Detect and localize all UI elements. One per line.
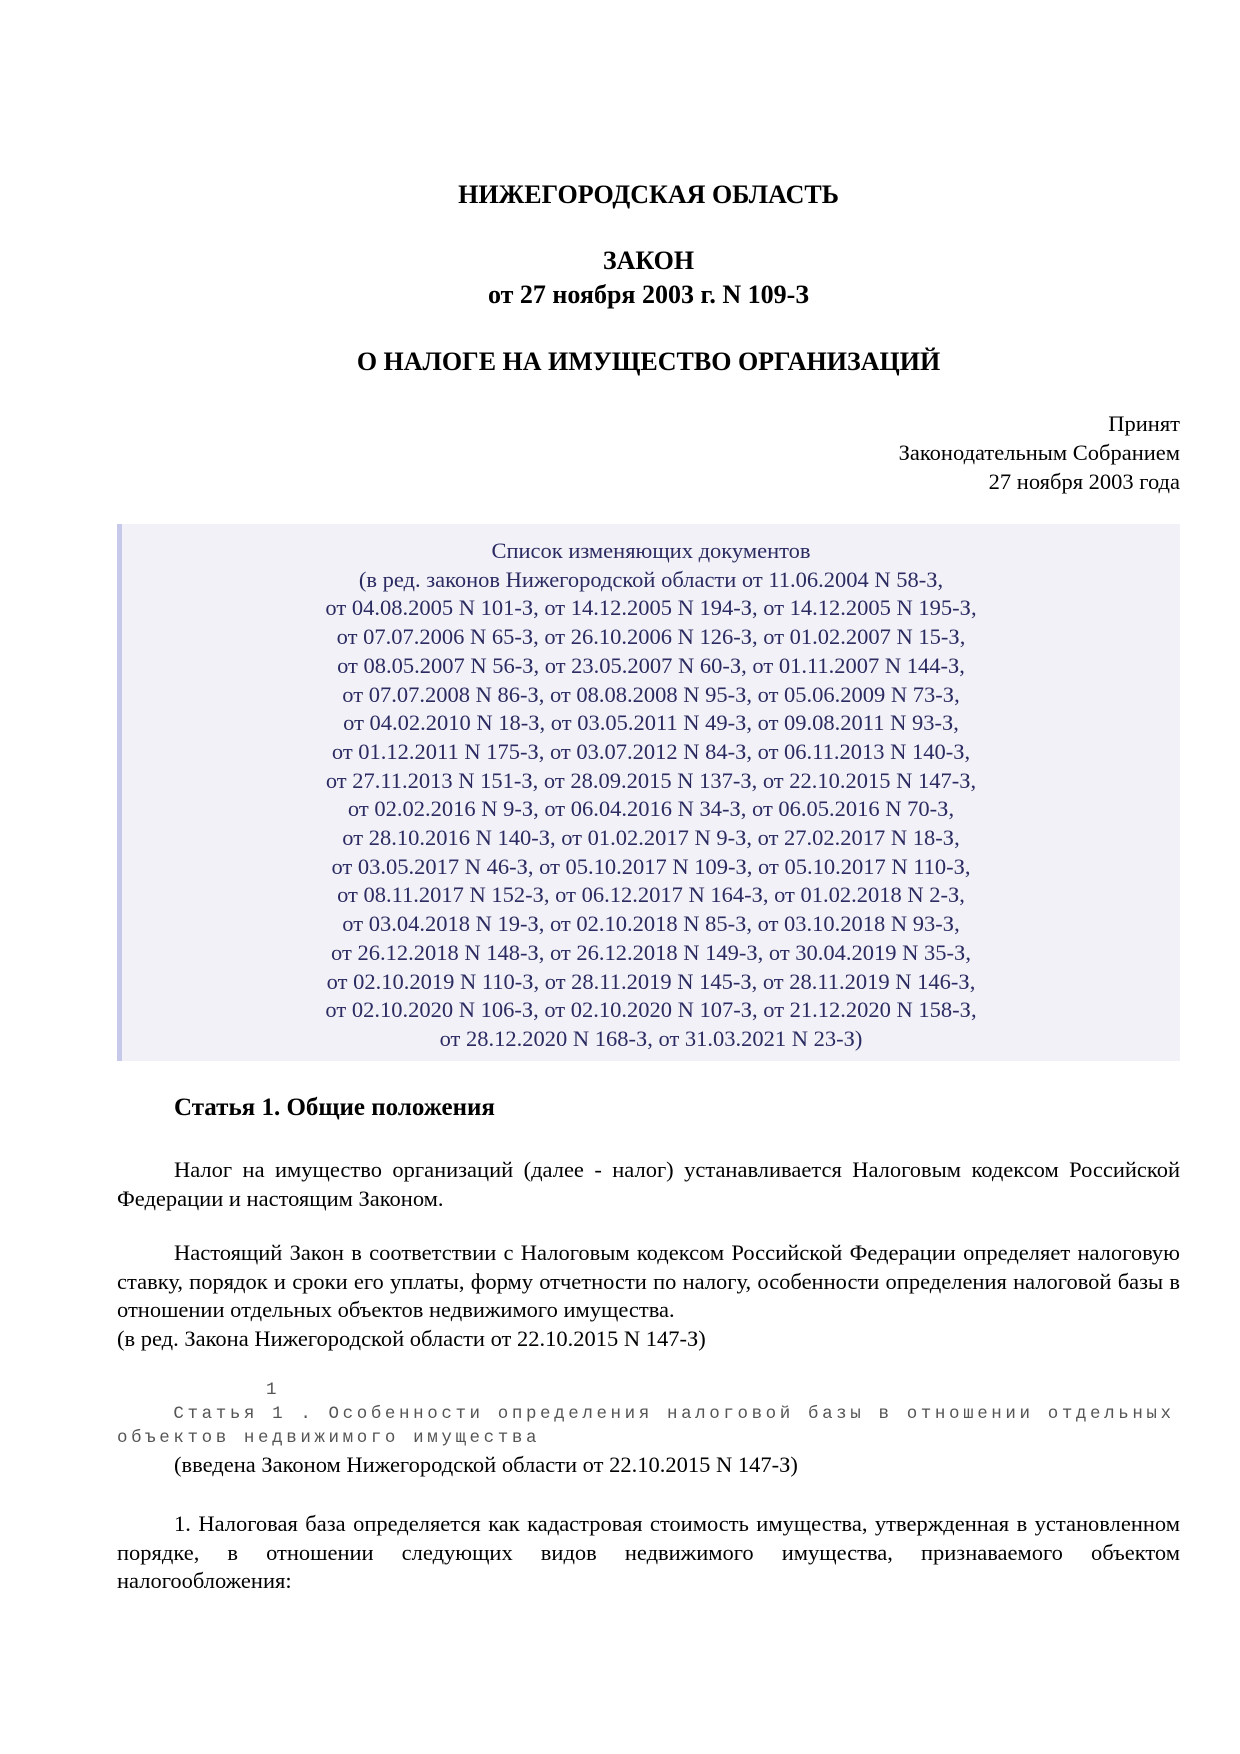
adoption-block [899, 409, 1180, 496]
amendments-title: Список изменяющих документов [491, 538, 811, 563]
amendment-line: от 04.02.2010 N 18-З, от 03.05.2011 N 49-З, от 09.08.2011 N 93-З, [343, 710, 959, 736]
amendment-line: от 28.10.2016 N 140-З, от 01.02.2017 N 9-З, от 27.02.2017 N 18-З, [342, 825, 960, 851]
region-heading: НИЖЕГОРОДСКАЯ ОБЛАСТЬ [458, 180, 839, 209]
amendment-line: от 02.10.2019 N 110-З, от 28.11.2019 N 145-З, от 28.11.2019 N 146-З, [326, 968, 976, 994]
amendment-line: от 08.11.2017 N 152-З, от 06.12.2017 N 164-З, от 01.02.2018 N 2-З, [337, 882, 965, 908]
superscript-number: 1 [266, 1380, 281, 1400]
amendment-line: от 02.02.2016 N 9-З, от 06.04.2016 N 34-З, от 06.05.2016 N 70-З, [347, 796, 955, 822]
amendments-box [117, 524, 1180, 1061]
amendment-note: (в ред. Закона Нижегородской области от 22.10.2015 N 147-З) [117, 1326, 706, 1351]
amendment-line: от 26.12.2018 N 148-З, от 26.12.2018 N 149-З, от 30.04.2019 N 35-З, [331, 939, 971, 965]
article-1-paragraph: Настоящий Закон в соответствии с Налоговым кодексом Российской Федерации определяет налоговую ставку, порядок и сроки его уплаты, форму отчетности по налогу, особенности определения налоговой базы в отношении отдельных объектов недвижимого имущества. [117, 1240, 1180, 1322]
amendment-line: от 02.10.2020 N 106-З, от 02.10.2020 N 107-З, от 21.12.2020 N 158-З, [325, 997, 977, 1023]
article-1-1-heading: Статья 1 . Особенности определения налоговой базы в отношении отдельных [117, 1404, 1175, 1424]
amendment-line: от 03.05.2017 N 46-З, от 05.10.2017 N 109-З, от 05.10.2017 N 110-З, [331, 853, 971, 879]
doc-type-heading: ЗАКОН [602, 246, 695, 275]
introduction-note: (введена Законом Нижегородской области от 22.10.2015 N 147-З) [174, 1452, 798, 1477]
amendment-line: от 03.04.2018 N 19-З, от 02.10.2018 N 85-З, от 03.10.2018 N 93-З, [342, 911, 960, 937]
amendment-line: от 07.07.2008 N 86-З, от 08.08.2008 N 95-З, от 05.06.2009 N 73-З, [342, 681, 960, 707]
amendment-line: от 27.11.2013 N 151-З, от 28.09.2015 N 137-З, от 22.10.2015 N 147-З, [325, 767, 977, 793]
amendment-line: (в ред. законов Нижегородской области от 11.06.2004 N 58-З, [358, 566, 944, 592]
amendment-line: от 07.07.2006 N 65-З, от 26.10.2006 N 126-З, от 01.02.2007 N 15-З, [336, 624, 966, 650]
article-1-heading: Статья 1. Общие положения [174, 1094, 495, 1121]
article-1-paragraph: Налог на имущество организаций (далее - налог) устанавливается Налоговым кодексом Российской Федерации и настоящим Законом. [117, 1157, 1180, 1211]
amendment-line: от 04.08.2005 N 101-З, от 14.12.2005 N 194-З, от 14.12.2005 N 195-З, [325, 595, 977, 621]
amendments-list [122, 537, 1180, 1054]
adoption-line: 27 ноября 2003 года [988, 469, 1180, 494]
amendment-line: от 08.05.2007 N 56-З, от 23.05.2007 N 60-З, от 01.11.2007 N 144-З, [337, 652, 965, 678]
amendment-line: от 28.12.2020 N 168-З, от 31.03.2021 N 23-З) [439, 1025, 863, 1051]
law-title: О НАЛОГЕ НА ИМУЩЕСТВО ОРГАНИЗАЦИЙ [356, 347, 941, 376]
amendment-line: от 01.12.2011 N 175-З, от 03.07.2012 N 84-З, от 06.11.2013 N 140-З, [331, 738, 971, 764]
article-1-1-paragraph: 1. Налоговая база определяется как кадастровая стоимость имущества, утвержденная в установленном порядке, в отношении следующих видов недвижимого имущества, признаваемого объектом налогообложения: [117, 1511, 1180, 1593]
adoption-line: Законодательным Собранием [898, 440, 1180, 465]
doc-date-number: от 27 ноября 2003 г. N 109-З [487, 280, 810, 309]
adoption-line: Принят [1108, 411, 1180, 436]
article-1-1-heading: объектов недвижимого имущества [117, 1428, 541, 1448]
